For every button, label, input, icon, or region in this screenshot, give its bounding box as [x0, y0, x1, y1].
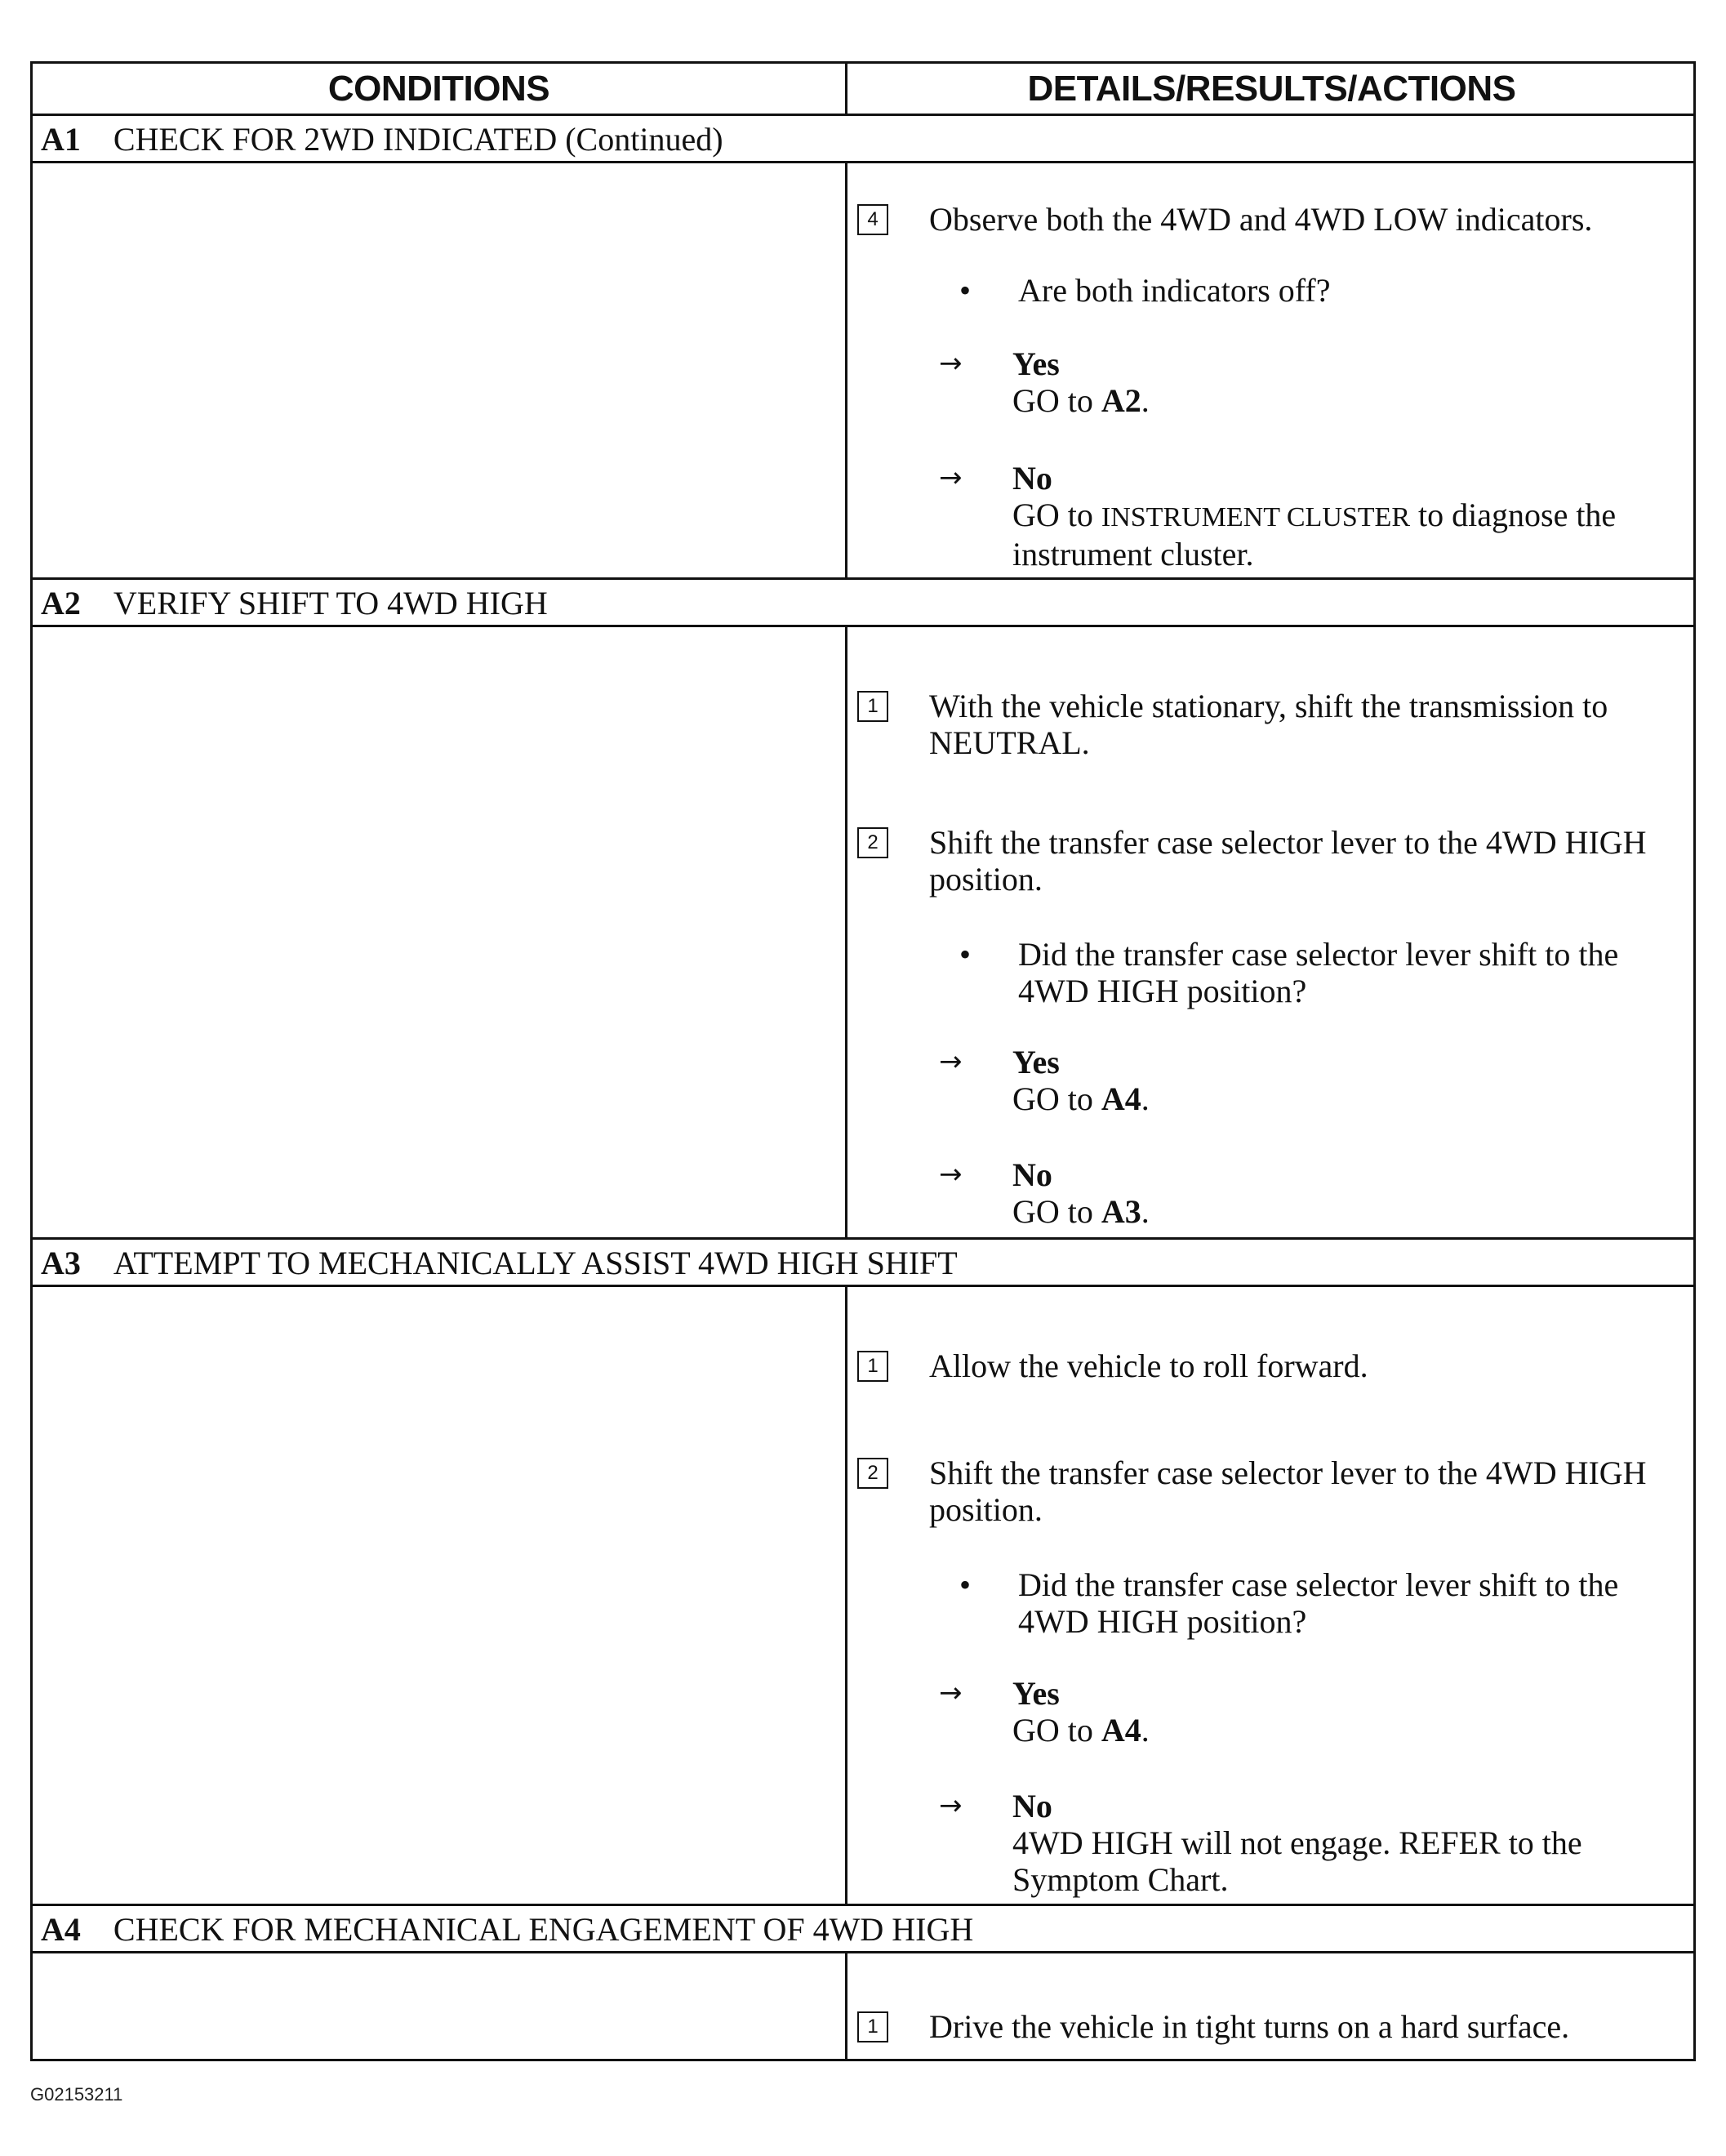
- step-text: Allow the vehicle to roll forward.: [929, 1348, 1368, 1384]
- answer-action: 4WD HIGH will not engage. REFER to the Symptom Chart.: [1012, 1824, 1582, 1898]
- step-text: Drive the vehicle in tight turns on a hard surface.: [929, 2008, 1570, 2045]
- section-id: A3: [41, 1244, 81, 1281]
- question-text: Did the transfer case selector lever shift to the 4WD HIGH position?: [1018, 1566, 1619, 1640]
- step-number-box: 2: [857, 827, 888, 858]
- arrow-right-icon: →: [939, 1677, 963, 1709]
- answer-action: GO to A2.: [1012, 382, 1150, 419]
- column-divider: [845, 161, 847, 577]
- step-number-box: 1: [857, 2011, 888, 2042]
- step-text: With the vehicle stationary, shift the transmission to NEUTRAL.: [929, 688, 1608, 761]
- section-a2-title: [33, 579, 548, 626]
- section-a3-title: [33, 1239, 958, 1286]
- step-text: Shift the transfer case selector lever to the 4WD HIGH position.: [929, 1454, 1647, 1528]
- answer-label: No: [1012, 1156, 1052, 1193]
- answer-label: No: [1012, 1788, 1052, 1824]
- step-text: Observe both the 4WD and 4WD LOW indicators.: [929, 201, 1593, 238]
- column-divider: [845, 1951, 847, 2061]
- arrow-right-icon: →: [939, 461, 963, 494]
- column-divider: [845, 625, 847, 1237]
- answer-label: Yes: [1012, 345, 1060, 382]
- column-divider: [845, 1285, 847, 1904]
- answer-label: Yes: [1012, 1675, 1060, 1712]
- arrow-right-icon: →: [939, 1045, 963, 1078]
- section-title-text: ATTEMPT TO MECHANICALLY ASSIST 4WD HIGH SHIFT: [113, 1244, 958, 1281]
- section-id: A4: [41, 1910, 81, 1948]
- step-text: Shift the transfer case selector lever to the 4WD HIGH position.: [929, 824, 1647, 898]
- answer-action: GO to INSTRUMENT CLUSTER to diagnose the instrument cluster.: [1012, 497, 1617, 572]
- column-divider: [845, 64, 847, 114]
- step-reference: A3: [1101, 1193, 1141, 1230]
- section-title-text: VERIFY SHIFT TO 4WD HIGH: [113, 584, 548, 621]
- bullet-icon: •: [959, 272, 972, 309]
- step-number-box: 2: [857, 1458, 888, 1489]
- step-number-box: 1: [857, 691, 888, 722]
- details-column-header: DETAILS/RESULTS/ACTIONS: [1027, 68, 1516, 109]
- diagnostic-table: [30, 61, 1696, 2061]
- step-reference: A2: [1101, 382, 1141, 419]
- section-title-text: CHECK FOR 2WD INDICATED (Continued): [113, 120, 723, 158]
- answer-label: No: [1012, 460, 1052, 497]
- answer-action: GO to A4.: [1012, 1080, 1150, 1117]
- answer-label: Yes: [1012, 1044, 1060, 1080]
- step-number-box: 1: [857, 1351, 888, 1382]
- step-number-box: 4: [857, 204, 888, 235]
- question-text: Did the transfer case selector lever shift to the 4WD HIGH position?: [1018, 936, 1619, 1009]
- step-reference: A4: [1101, 1712, 1141, 1748]
- section-id: A1: [41, 120, 81, 158]
- reference-link: INSTRUMENT CLUSTER: [1101, 502, 1411, 532]
- section-id: A2: [41, 584, 81, 621]
- bullet-icon: •: [959, 1566, 972, 1603]
- arrow-right-icon: →: [939, 347, 963, 380]
- question-text: Are both indicators off?: [1018, 272, 1331, 309]
- conditions-column-header: CONDITIONS: [327, 68, 550, 109]
- answer-action: GO to A4.: [1012, 1712, 1150, 1748]
- figure-code: G02153211: [30, 2084, 123, 2105]
- section-a1-title: [33, 115, 723, 163]
- bullet-icon: •: [959, 936, 972, 973]
- answer-action: GO to A3.: [1012, 1193, 1150, 1230]
- step-reference: A4: [1101, 1080, 1141, 1117]
- arrow-right-icon: →: [939, 1789, 963, 1822]
- section-a4-title: [33, 1905, 973, 1953]
- arrow-right-icon: →: [939, 1158, 963, 1191]
- section-title-text: CHECK FOR MECHANICAL ENGAGEMENT OF 4WD HIGH: [113, 1910, 974, 1948]
